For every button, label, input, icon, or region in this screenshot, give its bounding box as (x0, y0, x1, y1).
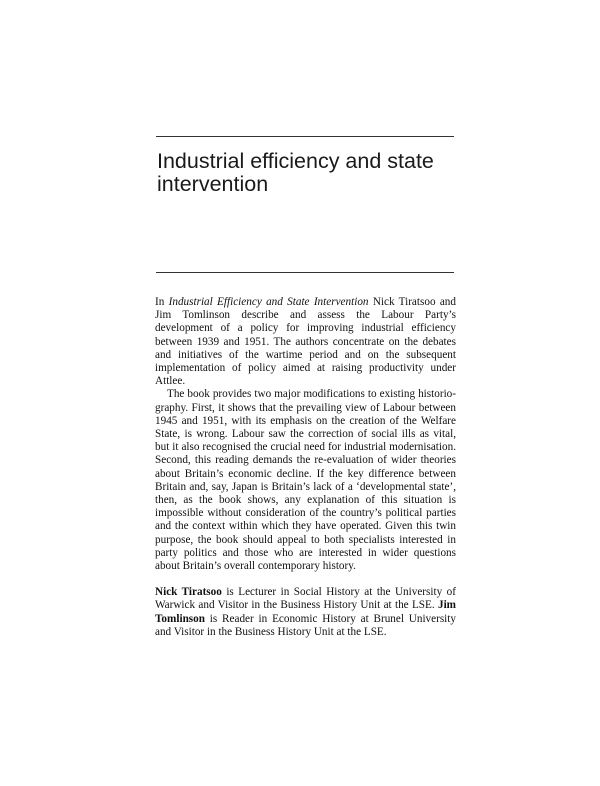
body-text (155, 296, 456, 639)
top-divider (156, 136, 454, 137)
bottom-divider (156, 272, 454, 273)
intro-lead: In (155, 296, 169, 308)
main-paragraph: The book provides two major modifications to existing historio-graphy. First, it shows that the prevailing view of Labour between 1945 and 1951, with its emphasis on the creation of the Welfare State, is wrong. Labour saw the correction of social ills as vital, but it also recognised the crucial need for industrial modernisation. Second, this reading demands the re-evaluation of wider theories about Britain’s economic decline. If the key difference between Britain and, say, Japan is Britain’s lack of a ‘developmental state’, then, as the book shows, any explanation of this situation is impossible without consideration of the country’s political parties and the context within which they have operated. Given this twin purpose, the book should appeal to both specialists interested in party politics and those who are interested in wider questions about Britain’s overall contemporary history. (155, 388, 456, 573)
author1-bio: is Lecturer in Social History at the University of Warwick and Visitor in the Business History Unit at the LSE. (155, 586, 456, 612)
author2-bio: is Reader in Economic History at Brunel University and Visitor in the Business History Unit at the LSE. (155, 612, 456, 638)
book-title: Industrial Efficiency and State Intervention (168, 296, 369, 308)
author1-name: Nick Tiratsoo (155, 586, 222, 599)
intro-paragraph (155, 296, 456, 388)
page-title: Industrial efficiency and state intervention (157, 149, 434, 196)
author2-name: Jim Tomlinson (155, 599, 456, 625)
intro-rest: Nick Tiratsoo and Jim Tomlinson describe and assess the Labour Party’s development of a policy for improving industrial efficiency between 1939 and 1951. The authors concentrate on the debates and initiatives of the wartime period and on the subsequent implementation of policy aimed at raising productivity under Attlee. (155, 296, 456, 388)
authors-paragraph (155, 586, 456, 639)
